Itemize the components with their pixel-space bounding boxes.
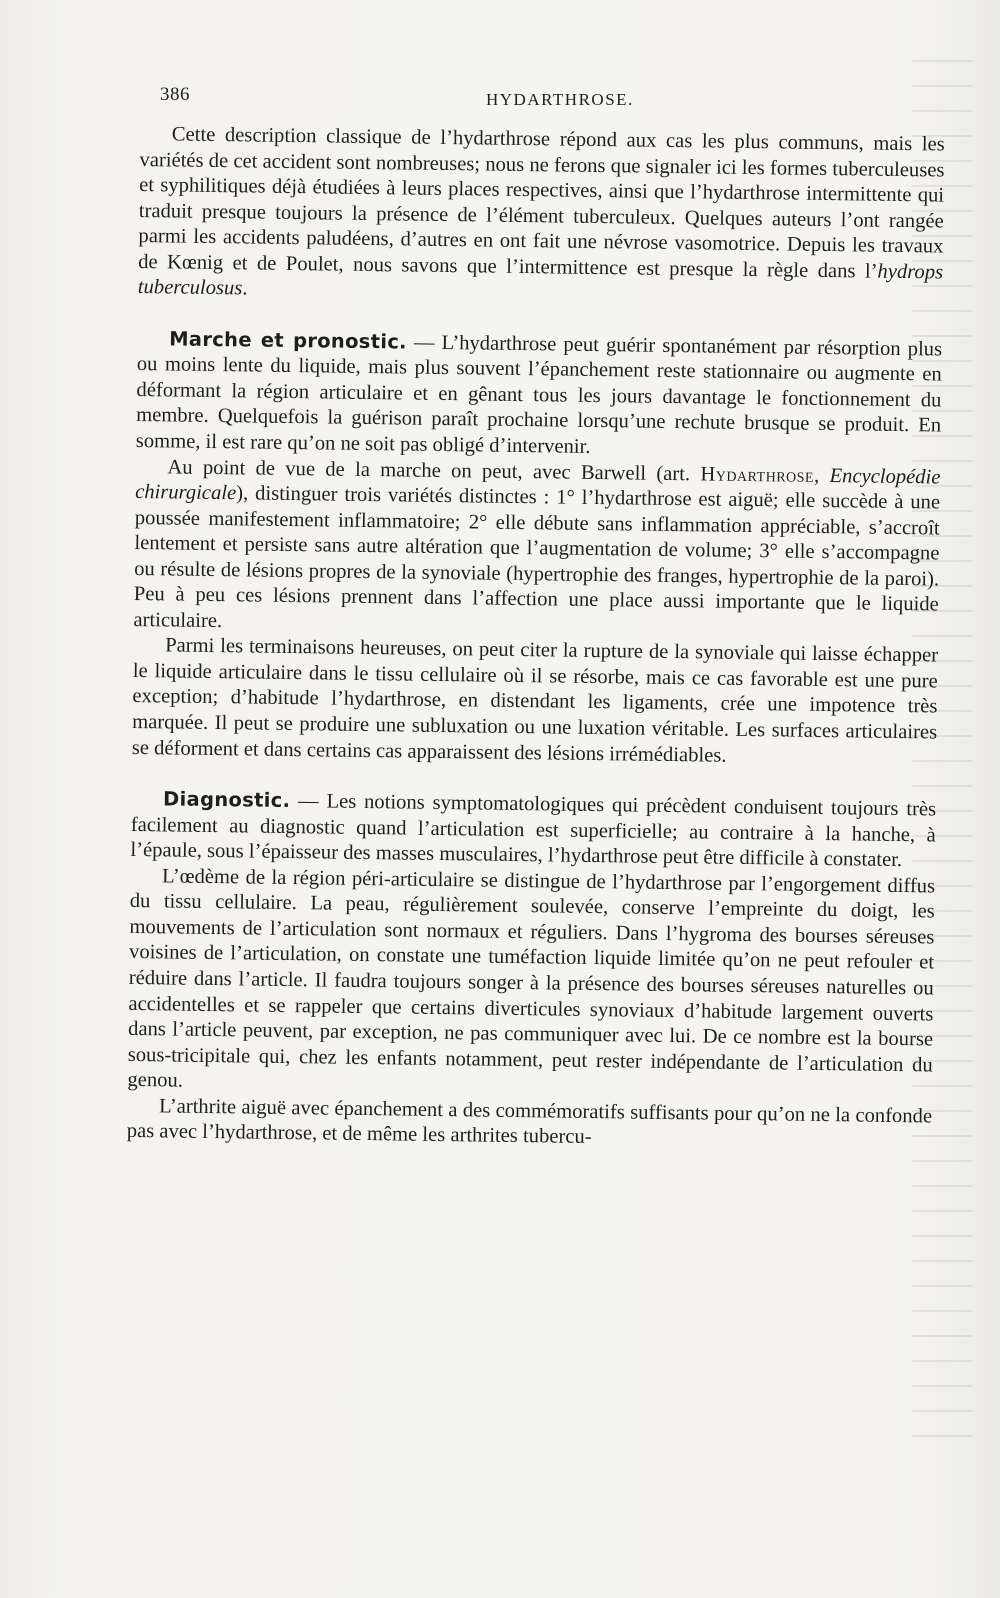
paragraph-varietes [133,455,940,644]
paragraph-text: Parmi les terminaisons heureuses, on peut citer la rupture de la synoviale qui laisse échapper le liquide articulaire dans le tissu cellulaire où il se résorbe, mais ce cas favorable est une pure exception; d’habitude l’hydarthrose, en distendant les ligaments, crée une impotence très marquée. Il peut se produire une subluxation ou une luxation véritable. Les surfaces articulaires se déforment et dans certains cas apparaissent des lésions irrémédiables. [131,634,939,767]
page-header [160,84,950,114]
paragraph-text: L’œdème de la région péri-articulaire se distingue de l’hydarthrose par l’engorgement diffus du tissu cellulaire. La peau, régulièrement soulevée, conserve l’empreinte du doigt, les mouvements de l’articulation sont normaux et réguliers. Dans l’hygroma des bourses séreuses voisines de l’articulation, on constate une tuméfaction liquide limitée qu’on ne peut refouler et réduire dans l’article. Il faudra toujours songer à la présence des bourses séreuses naturelles ou accidentelles et se rappeler que certains diverticules synoviaux d’habitude largement ouverts dans l’article peuvent, par exception, ne pas communiquer avec lui. De ce nombre est la bourse sous-tricipitale qui, chez les enfants notamment, peut rester indépendante de l’articulation du genou. [127,865,936,1092]
section-marche [136,326,943,465]
paragraph-text: L’arthrite aiguë avec épanchement a des commémoratifs suffisants pour qu’on ne la confonde pas avec l’hydarthrose, et de même les arthrites tubercu- [126,1095,933,1149]
paragraph-intro [138,122,945,311]
paragraph-terminaisons [132,633,939,771]
paragraph-end: . [242,277,248,300]
paragraph-text: — Les notions symptomatologiques qui précèdent conduisent toujours très facilement au diagnostic quand l’articulation est superficielle; au contraire à la hanche, à l’épaule, sous l’épaisseur des masses musculaires, l’hydarthrose peut être difficile à constater. [130,790,937,872]
running-title: HYDARTHROSE. [486,90,634,109]
small-caps-term: Hydarthrose [700,462,815,487]
page-body [127,122,945,1155]
section-heading-diagnostic: Diagnostic. [162,787,291,813]
paragraph-arthrite [127,1094,933,1156]
paragraph-text: , [813,464,830,487]
paragraph-text: Au point de vue de la marche on peut, avec Barwell (art. [167,455,701,485]
paragraph-oedeme [127,864,935,1104]
section-diagnostic [130,786,936,874]
paragraph-text: — L’hydarthrose peut guérir spontanément par résorption plus ou moins lente du liquide, mais plus souvent l’épanchement reste stationnaire ou augmente en déformant la région articulaire et en gênant tous les jours davantage le fonctionnement du membre. Quelquefois la guérison paraît prochaine lorsqu’une rechute brusque se produit. En somme, il est rare qu’on ne soit pas obligé d’intervenir. [135,331,943,458]
italic-title: Encyclopédie chirurgicale [135,464,941,505]
paragraph-text: ), distinguer trois variétés distinctes : 1° l’hydarthrose est aiguë; elle succède à une poussée manifestement inflammatoire; 2° elle débute sans inflammation appréciable, s’accroît lentement et persiste sans autre altération que l’augmentation de volume; 3° elle s’accompagne ou résulte de lésions propres de la synoviale (hypertrophie des franges, hypertrophie de la paroi). Peu à peu ces lésions prennent dans l’affection une place aussi importante que le liquide articulaire. [133,482,941,632]
section-heading-marche: Marche et pronostic. [169,327,407,354]
italic-term: hydrops tuberculosus [137,260,944,300]
page-number: 386 [160,84,190,105]
paragraph-text: Cette description classique de l’hydarthrose répond aux cas les plus communs, mais les variétés de cet accident sont nombreuses; nous ne ferons que signaler ici les formes tuberculeuses et syphilitiques déjà étudiées à leurs places respectives, ainsi que l’hydarthrose intermittente qui traduit presque toujours la présence de l’élément tuberculeux. Quelques auteurs l’ont rangée parmi les accidents paludéens, d’autres en ont fait une névrose vasomotrice. Depuis les travaux de Kœnig et de Poulet, nous savons que l’intermittence est presque la règle dans l’ [138,123,945,283]
